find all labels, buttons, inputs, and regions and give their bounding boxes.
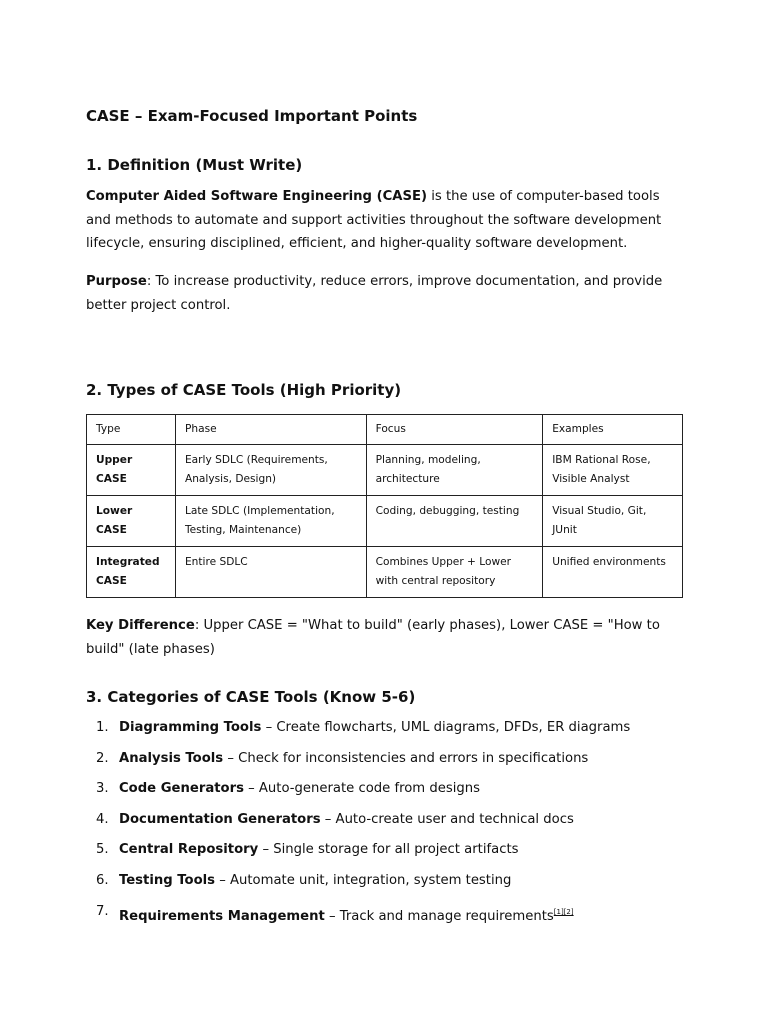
- table-cell: Entire SDLC: [175, 547, 366, 598]
- list-number: 6.: [96, 872, 109, 888]
- list-item: [86, 777, 686, 808]
- table-cell: Visual Studio, Git, JUnit: [543, 496, 683, 547]
- list-term: Diagramming Tools: [119, 720, 262, 735]
- categories-list: [86, 716, 686, 930]
- definition-paragraph: [86, 185, 686, 256]
- table-cell-type: [87, 496, 176, 547]
- list-term: Code Generators: [119, 781, 244, 797]
- table-cell: Planning, modeling, architecture: [366, 445, 543, 496]
- table-header-cell: Examples: [543, 415, 683, 445]
- page-title: CASE – Exam-Focused Important Points: [86, 107, 418, 125]
- list-item: [86, 869, 686, 900]
- key-difference-paragraph: [86, 614, 686, 661]
- list-number: 1.: [96, 720, 109, 735]
- table-row: [87, 445, 683, 496]
- definition-text: is the use of computer-based tools and methods to automate and support activities throughout the software development lifecycle, ensuring disciplined, efficient, and higher-quality software development.: [86, 189, 662, 251]
- type-label: Lower CASE: [96, 505, 133, 536]
- table-header-row: [87, 415, 683, 445]
- table-row: [87, 547, 683, 598]
- list-number: 3.: [96, 781, 109, 797]
- list-term: Requirements Management: [119, 908, 325, 924]
- table-cell: Coding, debugging, testing: [366, 496, 543, 547]
- table-cell-type: [87, 445, 176, 496]
- section-heading-definition: 1. Definition (Must Write): [86, 156, 303, 174]
- citation-reference-link[interactable]: [1][2]: [553, 907, 574, 916]
- list-text: – Create flowcharts, UML diagrams, DFDs, ER diagrams: [261, 720, 631, 735]
- list-number: 7.: [96, 903, 109, 919]
- list-text: – Auto-generate code from designs: [243, 781, 480, 797]
- purpose-text: : To increase productivity, reduce errors, improve documentation, and provide better project control.: [86, 274, 663, 313]
- case-types-table: [86, 414, 683, 598]
- key-difference-text: : Upper CASE = "What to build" (early phases), Lower CASE = "How to build" (late phases): [86, 618, 660, 657]
- table-header-cell: Phase: [175, 415, 366, 445]
- section-heading-categories: 3. Categories of CASE Tools (Know 5-6): [86, 688, 416, 706]
- purpose-term: Purpose: [86, 274, 147, 289]
- type-label: Upper CASE: [96, 454, 133, 485]
- section-heading-types: 2. Types of CASE Tools (High Priority): [86, 381, 402, 399]
- list-item: [86, 838, 686, 869]
- table-row: [87, 496, 683, 547]
- list-number: 5.: [96, 842, 109, 858]
- table-cell: Unified environments: [543, 547, 683, 598]
- list-term: Central Repository: [119, 842, 259, 858]
- table-header-cell: Focus: [366, 415, 543, 445]
- table-cell: Early SDLC (Requirements, Analysis, Design): [175, 445, 366, 496]
- list-item: [86, 900, 686, 931]
- list-text: – Automate unit, integration, system testing: [215, 872, 512, 888]
- table-cell-type: [87, 547, 176, 598]
- table-cell: Combines Upper + Lower with central repository: [366, 547, 543, 598]
- list-text: – Single storage for all project artifacts: [258, 842, 519, 858]
- type-label: Integrated CASE: [96, 556, 160, 587]
- list-item: [86, 747, 686, 778]
- list-term: Testing Tools: [119, 872, 216, 888]
- list-text: – Auto-create user and technical docs: [320, 811, 574, 827]
- list-term: Documentation Generators: [119, 811, 321, 827]
- list-item: [86, 808, 686, 839]
- purpose-paragraph: [86, 270, 686, 317]
- list-number: 2.: [96, 750, 109, 766]
- table-cell: IBM Rational Rose, Visible Analyst: [543, 445, 683, 496]
- list-text: – Check for inconsistencies and errors in specifications: [223, 750, 589, 766]
- table-cell: Late SDLC (Implementation, Testing, Maintenance): [175, 496, 366, 547]
- list-item: [86, 716, 686, 747]
- definition-term: Computer Aided Software Engineering (CASE): [86, 189, 428, 204]
- key-difference-term: Key Difference: [86, 618, 195, 633]
- list-term: Analysis Tools: [119, 750, 224, 766]
- list-text: – Track and manage requirements: [324, 908, 554, 924]
- table-header-cell: Type: [87, 415, 176, 445]
- list-number: 4.: [96, 811, 109, 827]
